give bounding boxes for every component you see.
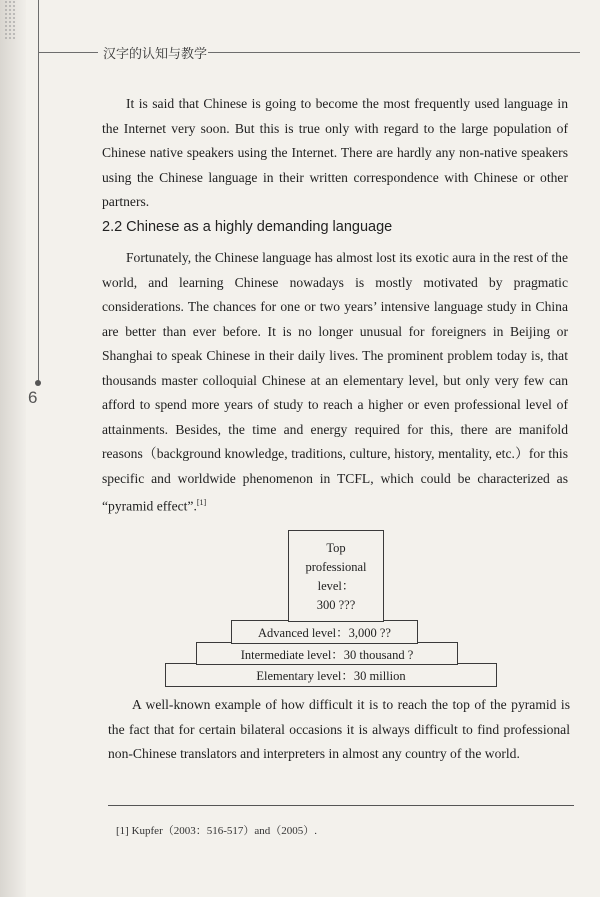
pyramid-tier-elementary: Elementary level：30 million [165,663,497,687]
footnote-rule [108,805,574,806]
binding-shadow [0,0,26,897]
running-header-title: 汉字的认知与教学 [103,47,208,62]
pyramid-top-line: professional [305,560,367,574]
pyramid-top-line: Top [326,541,346,555]
pyramid-tier-top [288,530,384,622]
paragraph-translators: A well-known example of how difficult it is to reach the top of the pyramid is the fact that for certain bilateral occasions it is always difficult to find professional non-Chinese translators and interpreters in almost any country of the world. [108,697,570,761]
margin-rule [38,0,39,383]
pyramid-top-line: level： [317,579,355,593]
paragraph-internet-usage: It is said that Chinese is going to become the most frequently used language in the Internet very soon. But this is true only with regard to the large population of Chinese native speakers using the Internet. There are hardly any non-native speakers using the Chinese language in their written correspondence with Chinese or other partners. [102,96,568,209]
footnote-reference: [1] [196,498,207,507]
header-rule-right [208,52,580,53]
pyramid-top-line: 300 ??? [316,598,356,612]
binding-texture [4,0,16,40]
paragraph-body: Fortunately, the Chinese language has almost lost its exotic aura in the rest of the world, and learning Chinese nowadays is mostly motivated by pragmatic considerations. The chances for one or two years’ intensive language study in China are better than ever before. It is no longer unusual for foreigners in Beijing or Shanghai to speak Chinese in their daily lives. The prominent problem today is, that thousands master colloquial Chinese at an elementary level, but only very few can afford to spend more years of study to reach a higher or even professional level of attainments. Besides, the time and energy required for this, there are manifold reasons（background knowledge, traditions, culture, history, mentality, etc.）for this specific and worldwide phenomenon in TCFL, which could be characterized as “pyramid effect”. [102,250,568,514]
footnote: [1] Kupfer（2003：516-517）and（2005）. [116,825,318,837]
margin-marker-dot [35,380,41,386]
pyramid-tier-intermediate: Intermediate level：30 thousand ? [196,642,458,665]
page-number: 6 [28,388,38,407]
paragraph-demanding-language [102,246,568,519]
header-rule-left [38,52,98,53]
pyramid-tier-advanced: Advanced level：3,000 ?? [231,620,418,644]
section-heading: 2.2 Chinese as a highly demanding language [102,219,393,235]
